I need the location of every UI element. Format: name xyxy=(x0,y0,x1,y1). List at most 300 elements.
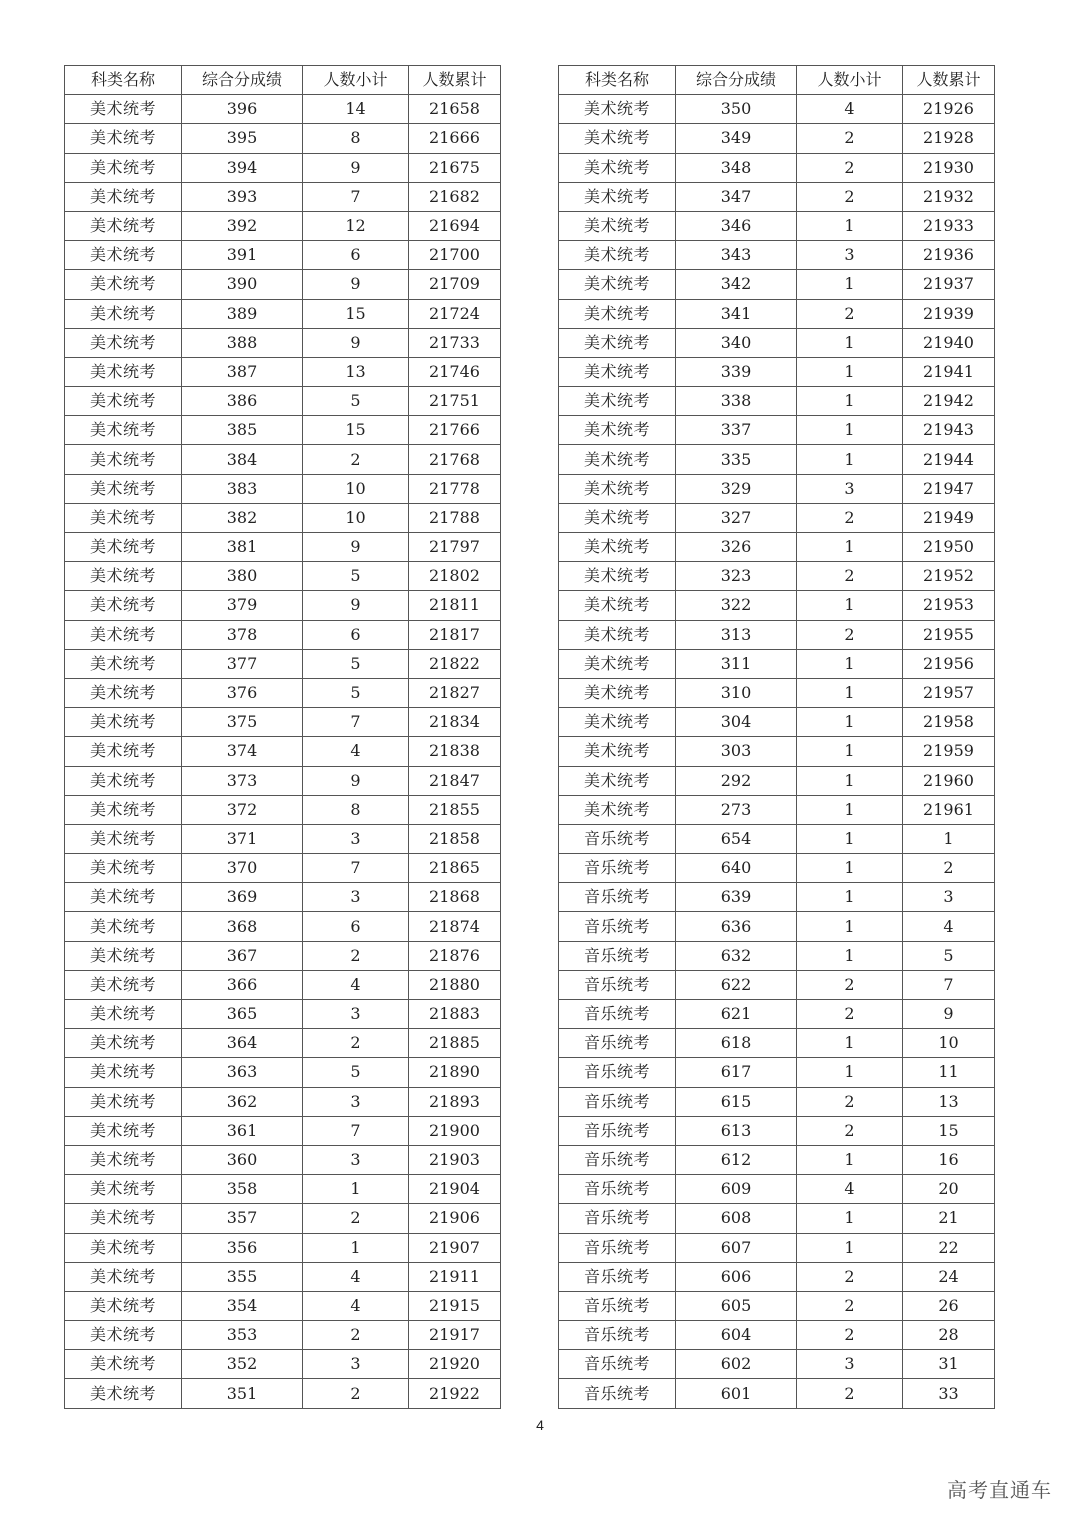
cell-score: 357 xyxy=(182,1204,303,1233)
cell-score: 327 xyxy=(676,503,797,532)
cell-cumulative: 21694 xyxy=(409,211,501,240)
cell-subtotal: 2 xyxy=(797,182,903,211)
cell-category: 美术统考 xyxy=(65,1087,182,1116)
cell-category: 美术统考 xyxy=(65,357,182,386)
cell-score: 617 xyxy=(676,1058,797,1087)
cell-cumulative: 21768 xyxy=(409,445,501,474)
cell-cumulative: 21797 xyxy=(409,533,501,562)
table-row xyxy=(65,620,501,649)
cell-score: 615 xyxy=(676,1087,797,1116)
cell-score: 605 xyxy=(676,1291,797,1320)
table-row xyxy=(559,182,995,211)
cell-cumulative: 28 xyxy=(903,1321,995,1350)
watermark-logo-text: 高考直通车 xyxy=(947,1478,1052,1502)
cell-category: 美术统考 xyxy=(65,1262,182,1291)
cell-cumulative: 21930 xyxy=(903,153,995,182)
page-number: 4 xyxy=(536,1417,544,1433)
cell-subtotal: 6 xyxy=(303,241,409,270)
cell-subtotal: 3 xyxy=(303,1000,409,1029)
cell-category: 音乐统考 xyxy=(559,1379,676,1408)
cell-category: 美术统考 xyxy=(65,766,182,795)
table-row xyxy=(559,328,995,357)
cell-score: 350 xyxy=(676,95,797,124)
table-row xyxy=(65,1145,501,1174)
cell-subtotal: 2 xyxy=(797,503,903,532)
cell-score: 639 xyxy=(676,883,797,912)
table-row xyxy=(559,95,995,124)
table-row xyxy=(559,708,995,737)
cell-category: 美术统考 xyxy=(559,328,676,357)
cell-subtotal: 5 xyxy=(303,1058,409,1087)
cell-score: 385 xyxy=(182,416,303,445)
cell-subtotal: 1 xyxy=(797,795,903,824)
cell-cumulative: 21917 xyxy=(409,1321,501,1350)
cell-category: 美术统考 xyxy=(559,708,676,737)
cell-score: 370 xyxy=(182,854,303,883)
cell-cumulative: 21956 xyxy=(903,649,995,678)
table-body xyxy=(65,95,501,1408)
cell-subtotal: 1 xyxy=(303,1233,409,1262)
cell-category: 美术统考 xyxy=(65,445,182,474)
cell-subtotal: 4 xyxy=(797,1175,903,1204)
table-row xyxy=(559,1233,995,1262)
cell-score: 387 xyxy=(182,357,303,386)
cell-cumulative: 22 xyxy=(903,1233,995,1262)
cell-category: 美术统考 xyxy=(65,708,182,737)
cell-subtotal: 4 xyxy=(303,1262,409,1291)
cell-cumulative: 21933 xyxy=(903,211,995,240)
cell-category: 美术统考 xyxy=(559,95,676,124)
cell-cumulative: 21880 xyxy=(409,970,501,999)
cell-subtotal: 4 xyxy=(303,1291,409,1320)
cell-score: 377 xyxy=(182,649,303,678)
table-row xyxy=(65,678,501,707)
cell-score: 361 xyxy=(182,1116,303,1145)
cell-cumulative: 21904 xyxy=(409,1175,501,1204)
cell-score: 386 xyxy=(182,387,303,416)
cell-category: 美术统考 xyxy=(65,1116,182,1145)
cell-subtotal: 7 xyxy=(303,1116,409,1145)
cell-category: 美术统考 xyxy=(65,1029,182,1058)
cell-category: 美术统考 xyxy=(65,416,182,445)
table-row xyxy=(559,1321,995,1350)
cell-subtotal: 2 xyxy=(797,1116,903,1145)
cell-category: 音乐统考 xyxy=(559,941,676,970)
cell-cumulative: 3 xyxy=(903,883,995,912)
table-row xyxy=(559,387,995,416)
cell-cumulative: 21953 xyxy=(903,591,995,620)
cell-subtotal: 1 xyxy=(797,883,903,912)
table-row xyxy=(559,766,995,795)
table-row xyxy=(65,270,501,299)
cell-score: 292 xyxy=(676,766,797,795)
cell-cumulative: 11 xyxy=(903,1058,995,1087)
cell-cumulative: 21746 xyxy=(409,357,501,386)
cell-cumulative: 7 xyxy=(903,970,995,999)
cell-subtotal: 1 xyxy=(797,211,903,240)
cell-category: 美术统考 xyxy=(65,503,182,532)
table-row xyxy=(65,795,501,824)
cell-category: 美术统考 xyxy=(559,678,676,707)
table-row xyxy=(559,1058,995,1087)
cell-category: 美术统考 xyxy=(65,1000,182,1029)
table-row xyxy=(65,503,501,532)
cell-score: 378 xyxy=(182,620,303,649)
cell-category: 美术统考 xyxy=(65,620,182,649)
table-row xyxy=(559,649,995,678)
cell-category: 美术统考 xyxy=(559,737,676,766)
table-row xyxy=(65,737,501,766)
cell-subtotal: 7 xyxy=(303,708,409,737)
table-row xyxy=(559,241,995,270)
table-row xyxy=(559,124,995,153)
table-row xyxy=(65,416,501,445)
cell-score: 388 xyxy=(182,328,303,357)
cell-score: 355 xyxy=(182,1262,303,1291)
cell-subtotal: 8 xyxy=(303,124,409,153)
cell-category: 美术统考 xyxy=(559,124,676,153)
cell-category: 美术统考 xyxy=(65,795,182,824)
cell-subtotal: 3 xyxy=(303,1087,409,1116)
cell-score: 373 xyxy=(182,766,303,795)
table-row xyxy=(65,474,501,503)
cell-score: 367 xyxy=(182,941,303,970)
cell-category: 美术统考 xyxy=(65,1350,182,1379)
cell-score: 394 xyxy=(182,153,303,182)
cell-cumulative: 21865 xyxy=(409,854,501,883)
table-row xyxy=(559,678,995,707)
header-category: 科类名称 xyxy=(65,66,182,95)
cell-category: 美术统考 xyxy=(65,182,182,211)
cell-subtotal: 3 xyxy=(797,241,903,270)
cell-cumulative: 21858 xyxy=(409,824,501,853)
cell-score: 390 xyxy=(182,270,303,299)
cell-cumulative: 21733 xyxy=(409,328,501,357)
cell-score: 365 xyxy=(182,1000,303,1029)
cell-cumulative: 21885 xyxy=(409,1029,501,1058)
cell-subtotal: 3 xyxy=(303,883,409,912)
cell-cumulative: 21838 xyxy=(409,737,501,766)
cell-category: 美术统考 xyxy=(559,445,676,474)
table-row xyxy=(65,1087,501,1116)
cell-category: 音乐统考 xyxy=(559,1262,676,1291)
cell-subtotal: 1 xyxy=(797,649,903,678)
cell-score: 337 xyxy=(676,416,797,445)
table-row xyxy=(65,1262,501,1291)
cell-cumulative: 21915 xyxy=(409,1291,501,1320)
cell-subtotal: 1 xyxy=(797,328,903,357)
cell-score: 304 xyxy=(676,708,797,737)
cell-cumulative: 21876 xyxy=(409,941,501,970)
cell-subtotal: 15 xyxy=(303,416,409,445)
table-row xyxy=(559,357,995,386)
cell-category: 美术统考 xyxy=(559,649,676,678)
table-row xyxy=(559,1087,995,1116)
cell-category: 美术统考 xyxy=(559,766,676,795)
cell-subtotal: 1 xyxy=(797,591,903,620)
cell-subtotal: 8 xyxy=(303,795,409,824)
table-row xyxy=(559,503,995,532)
cell-category: 美术统考 xyxy=(559,591,676,620)
header-subtotal: 人数小计 xyxy=(797,66,903,95)
cell-subtotal: 3 xyxy=(303,1350,409,1379)
cell-cumulative: 21868 xyxy=(409,883,501,912)
cell-subtotal: 12 xyxy=(303,211,409,240)
cell-score: 351 xyxy=(182,1379,303,1408)
cell-score: 613 xyxy=(676,1116,797,1145)
cell-cumulative: 21941 xyxy=(903,357,995,386)
table-row xyxy=(559,445,995,474)
cell-category: 美术统考 xyxy=(65,824,182,853)
cell-subtotal: 2 xyxy=(797,1000,903,1029)
cell-cumulative: 21906 xyxy=(409,1204,501,1233)
cell-score: 621 xyxy=(676,1000,797,1029)
table-row xyxy=(65,1204,501,1233)
cell-category: 美术统考 xyxy=(65,854,182,883)
cell-score: 339 xyxy=(676,357,797,386)
cell-score: 606 xyxy=(676,1262,797,1291)
cell-subtotal: 3 xyxy=(303,1145,409,1174)
cell-subtotal: 1 xyxy=(797,854,903,883)
cell-subtotal: 10 xyxy=(303,503,409,532)
table-row xyxy=(65,241,501,270)
cell-subtotal: 5 xyxy=(303,387,409,416)
cell-cumulative: 21778 xyxy=(409,474,501,503)
cell-score: 352 xyxy=(182,1350,303,1379)
cell-subtotal: 2 xyxy=(303,1321,409,1350)
cell-score: 311 xyxy=(676,649,797,678)
table-row xyxy=(65,1350,501,1379)
table-row xyxy=(65,357,501,386)
cell-score: 364 xyxy=(182,1029,303,1058)
cell-score: 349 xyxy=(676,124,797,153)
cell-category: 美术统考 xyxy=(65,1204,182,1233)
cell-category: 音乐统考 xyxy=(559,1175,676,1204)
table-row xyxy=(559,416,995,445)
cell-category: 美术统考 xyxy=(65,153,182,182)
cell-category: 美术统考 xyxy=(559,387,676,416)
table-row xyxy=(559,533,995,562)
table-row xyxy=(559,1116,995,1145)
cell-cumulative: 21942 xyxy=(903,387,995,416)
cell-subtotal: 9 xyxy=(303,591,409,620)
cell-cumulative: 21658 xyxy=(409,95,501,124)
cell-subtotal: 9 xyxy=(303,328,409,357)
score-table-right xyxy=(558,65,995,1409)
cell-category: 美术统考 xyxy=(559,795,676,824)
cell-category: 美术统考 xyxy=(559,503,676,532)
cell-cumulative: 21928 xyxy=(903,124,995,153)
cell-category: 音乐统考 xyxy=(559,1350,676,1379)
header-score: 综合分成绩 xyxy=(182,66,303,95)
cell-score: 363 xyxy=(182,1058,303,1087)
cell-cumulative: 21811 xyxy=(409,591,501,620)
header-cumulative: 人数累计 xyxy=(409,66,501,95)
table-row xyxy=(65,912,501,941)
cell-subtotal: 1 xyxy=(797,678,903,707)
cell-score: 379 xyxy=(182,591,303,620)
cell-cumulative: 10 xyxy=(903,1029,995,1058)
cell-score: 384 xyxy=(182,445,303,474)
table-row xyxy=(559,1379,995,1408)
cell-category: 美术统考 xyxy=(65,970,182,999)
cell-category: 音乐统考 xyxy=(559,1029,676,1058)
table-row xyxy=(559,153,995,182)
cell-score: 612 xyxy=(676,1145,797,1174)
header-subtotal: 人数小计 xyxy=(303,66,409,95)
table-row xyxy=(559,211,995,240)
cell-cumulative: 21724 xyxy=(409,299,501,328)
cell-subtotal: 4 xyxy=(303,970,409,999)
cell-category: 音乐统考 xyxy=(559,854,676,883)
cell-score: 396 xyxy=(182,95,303,124)
table-row xyxy=(65,1321,501,1350)
cell-cumulative: 16 xyxy=(903,1145,995,1174)
cell-cumulative: 2 xyxy=(903,854,995,883)
cell-category: 美术统考 xyxy=(65,649,182,678)
cell-score: 374 xyxy=(182,737,303,766)
cell-cumulative: 21 xyxy=(903,1204,995,1233)
cell-cumulative: 21907 xyxy=(409,1233,501,1262)
cell-category: 美术统考 xyxy=(559,562,676,591)
cell-cumulative: 33 xyxy=(903,1379,995,1408)
cell-cumulative: 21961 xyxy=(903,795,995,824)
table-row xyxy=(65,591,501,620)
cell-score: 395 xyxy=(182,124,303,153)
cell-score: 353 xyxy=(182,1321,303,1350)
cell-cumulative: 21802 xyxy=(409,562,501,591)
cell-subtotal: 2 xyxy=(303,445,409,474)
cell-score: 369 xyxy=(182,883,303,912)
table-row xyxy=(65,1175,501,1204)
cell-score: 368 xyxy=(182,912,303,941)
cell-category: 美术统考 xyxy=(65,211,182,240)
cell-subtotal: 5 xyxy=(303,678,409,707)
cell-cumulative: 21666 xyxy=(409,124,501,153)
table-row xyxy=(65,1379,501,1408)
cell-subtotal: 2 xyxy=(303,1379,409,1408)
cell-subtotal: 2 xyxy=(797,153,903,182)
cell-subtotal: 13 xyxy=(303,357,409,386)
cell-subtotal: 3 xyxy=(303,824,409,853)
cell-score: 393 xyxy=(182,182,303,211)
cell-subtotal: 1 xyxy=(797,445,903,474)
cell-subtotal: 1 xyxy=(797,941,903,970)
cell-subtotal: 5 xyxy=(303,562,409,591)
cell-category: 音乐统考 xyxy=(559,1145,676,1174)
cell-category: 美术统考 xyxy=(559,299,676,328)
cell-category: 美术统考 xyxy=(559,474,676,503)
cell-score: 609 xyxy=(676,1175,797,1204)
cell-cumulative: 21903 xyxy=(409,1145,501,1174)
cell-score: 356 xyxy=(182,1233,303,1262)
cell-score: 375 xyxy=(182,708,303,737)
cell-score: 323 xyxy=(676,562,797,591)
cell-cumulative: 21874 xyxy=(409,912,501,941)
cell-subtotal: 3 xyxy=(797,1350,903,1379)
cell-category: 美术统考 xyxy=(65,1379,182,1408)
table-row xyxy=(559,1000,995,1029)
cell-score: 389 xyxy=(182,299,303,328)
cell-cumulative: 31 xyxy=(903,1350,995,1379)
cell-category: 美术统考 xyxy=(65,299,182,328)
cell-score: 335 xyxy=(676,445,797,474)
cell-score: 346 xyxy=(676,211,797,240)
cell-score: 362 xyxy=(182,1087,303,1116)
table-row xyxy=(65,941,501,970)
cell-score: 341 xyxy=(676,299,797,328)
table-row xyxy=(65,211,501,240)
cell-subtotal: 2 xyxy=(303,1029,409,1058)
table-row xyxy=(65,708,501,737)
cell-score: 636 xyxy=(676,912,797,941)
table-row xyxy=(65,328,501,357)
cell-cumulative: 21958 xyxy=(903,708,995,737)
cell-subtotal: 1 xyxy=(797,387,903,416)
cell-category: 美术统考 xyxy=(65,1058,182,1087)
cell-score: 382 xyxy=(182,503,303,532)
table-row xyxy=(65,445,501,474)
cell-subtotal: 2 xyxy=(797,299,903,328)
cell-subtotal: 2 xyxy=(303,941,409,970)
cell-category: 美术统考 xyxy=(65,1291,182,1320)
cell-category: 音乐统考 xyxy=(559,1058,676,1087)
cell-subtotal: 1 xyxy=(797,533,903,562)
cell-category: 美术统考 xyxy=(65,591,182,620)
cell-category: 音乐统考 xyxy=(559,824,676,853)
cell-subtotal: 1 xyxy=(797,912,903,941)
table-row xyxy=(559,824,995,853)
cell-subtotal: 1 xyxy=(797,357,903,386)
cell-score: 347 xyxy=(676,182,797,211)
cell-category: 美术统考 xyxy=(65,1233,182,1262)
cell-cumulative: 21900 xyxy=(409,1116,501,1145)
cell-category: 美术统考 xyxy=(65,533,182,562)
table-row xyxy=(65,299,501,328)
cell-category: 美术统考 xyxy=(559,416,676,445)
cell-score: 360 xyxy=(182,1145,303,1174)
cell-cumulative: 21926 xyxy=(903,95,995,124)
table-row xyxy=(559,970,995,999)
cell-category: 美术统考 xyxy=(65,562,182,591)
cell-cumulative: 4 xyxy=(903,912,995,941)
cell-subtotal: 1 xyxy=(797,270,903,299)
table-row xyxy=(559,854,995,883)
cell-cumulative: 21940 xyxy=(903,328,995,357)
cell-cumulative: 21944 xyxy=(903,445,995,474)
cell-subtotal: 4 xyxy=(303,737,409,766)
cell-cumulative: 21822 xyxy=(409,649,501,678)
cell-subtotal: 9 xyxy=(303,533,409,562)
table-row xyxy=(65,1233,501,1262)
table-row xyxy=(65,387,501,416)
cell-cumulative: 24 xyxy=(903,1262,995,1291)
table-row xyxy=(65,1291,501,1320)
cell-category: 音乐统考 xyxy=(559,970,676,999)
cell-cumulative: 21932 xyxy=(903,182,995,211)
cell-cumulative: 21952 xyxy=(903,562,995,591)
table-row xyxy=(559,795,995,824)
table-row xyxy=(559,1145,995,1174)
cell-cumulative: 21955 xyxy=(903,620,995,649)
cell-subtotal: 6 xyxy=(303,912,409,941)
cell-score: 608 xyxy=(676,1204,797,1233)
cell-score: 273 xyxy=(676,795,797,824)
table-row xyxy=(559,270,995,299)
cell-score: 604 xyxy=(676,1321,797,1350)
cell-score: 383 xyxy=(182,474,303,503)
cell-category: 音乐统考 xyxy=(559,1233,676,1262)
